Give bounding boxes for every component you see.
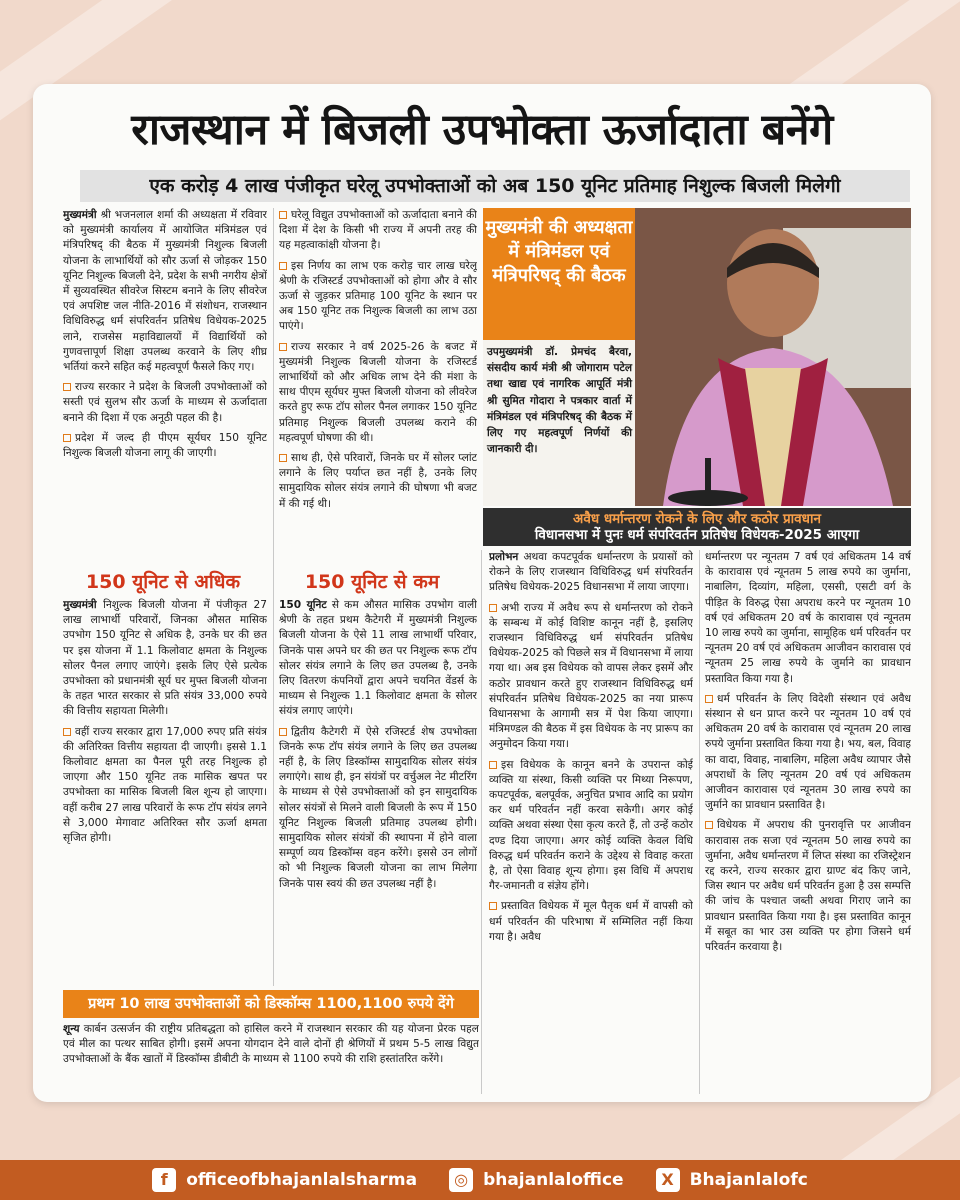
paragraph [705,818,911,955]
headline: राजस्थान में बिजली उपभोक्ता ऊर्जादाता बनेंगे [131,105,833,155]
facebook-link[interactable] [152,1168,417,1192]
bullet-icon [279,343,287,351]
paragraph-text: धर्मान्तरण पर न्यूनतम 7 वर्ष एवं अधिकतम 14 वर्ष के कारावास एवं न्यूनतम 5 लाख रुपये का जुर्माना, नाबालिग, दिव्यांग, महिला, एससी, एसटी वर्ग के पीड़ित के विरुद्ध ऐसा अपराध करने पर न्यूनतम 10 वर्ष एवं अधिकतम 20 वर्ष के कारावास एवं न्यूनतम 10 लाख रुपये का जुर्माना, सामूहिक धर्म परिवर्तन पर न्यूनतम 20 वर्ष एवं अधिकतम आजीवन कारावास एवं न्यूनतम 25 लाख रुपये के जुर्माने का प्रावधान प्रस्तावित किया गया है। [705,551,911,685]
paragraph-text: द्वितीय कैटेगरी में ऐसे रजिस्टर्ड शेष उपभोक्ता जिनके रूफ टॉप संयंत्र लगाने के लिए छत उपलब्ध नहीं है, के लिए डिस्कॉम्स सामुदायिक सोलर संयंत्र लगाएंगे। साथ ही, इन संयंत्रों पर वर्चुअल नेट मीटरिंग के माध्यम से ऐसे उपभोक्ताओं को इन सामुदायिक सोलर संयंत्रों से मिलने वाली बिजली के रूप में 150 यूनिट निशुल्क बिजली प्रतिमाह उपलब्ध होगी। सामुदायिक सोलर संयंत्रों की स्थापना में होने वाला सम्पूर्ण व्यय डिस्कॉम्स वहन करेंगे। इससे उन लोगों को भी निशुल्क बिजली योजना का लाभ मिलेगा जिनके पास स्वयं की छत उपलब्ध नहीं है। [279,725,477,890]
paragraph [63,431,267,461]
subheadline: एक करोड़ 4 लाख पंजीकृत घरेलू उपभोक्ताओं को अब 150 यूनिट प्रतिमाह निशुल्क बिजली मिलेगी [80,170,910,202]
paragraph-text: से कम औसत मासिक उपभोग वाली श्रेणी के तहत प्रथम कैटेगरी में मुख्यमंत्री निशुल्क बिजली योजना के ऐसे 11 लाख लाभार्थी परिवार, जिनके पास अपने घर की छत पर निशुल्क रूफ टॉप सोलर संयंत्र लगाने के लिए छत उपलब्ध है, उनके लिए वितरण कंपनियों द्वारा अपने चयनित वेंडर्स के माध्यम से निशुल्क 1.1 किलोवाट क्षमता के सोलर संयंत्र लगाए जाएंगे। [279,599,477,718]
paragraph-text: वहीं राज्य सरकार द्वारा 17,000 रुपए प्रति संयंत्र की अतिरिक्त वित्तीय सहायता दी जाएगी। इससे 1.1 किलोवाट क्षमता का पैनल पूरी तरह निशुल्क हो जाएगा और 150 यूनिट तक मासिक खपत पर उपभोक्ता का मासिक बिजली बिल शून्य हो जाएगा। वहीं करीब 27 लाख परिवारों के रूफ टॉप संयंत्र लगने से 3,000 मेगावाट अतिरिक्त सौर ऊर्जा क्षमता सृजित होगी। [63,725,267,845]
section-heading-more-150: 150 यूनिट से अधिक [85,571,241,593]
column-conversion-1 [489,550,693,1094]
paragraph-text: धर्म परिवर्तन के लिए विदेशी संस्थान एवं अवैध संस्थान से धन प्राप्त करने पर न्यूनतम 10 वर्ष एवं अधिकतम 20 वर्ष के कारावास एवं न्यूनतम 20 लाख रुपये जुर्माना प्रस्तावित किया गया है। भय, बल, विवाह का वादा, विवाह, नाबालिग, महिला अवैध व्यापार जैसे अपराधों के लिए न्यूनतम 20 वर्ष एवं अधिकतम आजीवन कारावास एवं न्यूनतम 30 लाख रुपये का जुर्माने का प्रावधान प्रस्तावित है। [705,692,911,812]
photo-title-box: मुख्यमंत्री की अध्यक्षता में मंत्रिमंडल एवं मंत्रिपरिषद् की बैठक [483,208,635,340]
dbt-text [63,1022,479,1092]
paragraph-text: इस निर्णय का लाभ एक करोड़ चार लाख घरेलू श्रेणी के रजिस्टर्ड उपभोक्ताओं को होगा और वे सौर ऊर्जा से जुड़कर प्रतिमाह 100 यूनिट के स्थान पर अब 150 यूनिट तक निशुल्क बिजली का लाभ उठा पाएंगे। [279,259,477,333]
bullet-icon [63,434,71,442]
paragraph-text: घरेलू विद्युत उपभोक्ताओं को ऊर्जादाता बनाने की दिशा में देश के किसी भी राज्य में अपनी तरह की यह महत्वाकांक्षी योजना है। [279,209,477,252]
paragraph-text: इस विधेयक के कानून बनने के उपरान्त कोई व्यक्ति या संस्था, किसी व्यक्ति पर मिथ्या निरूपण, कपटपूर्वक, बलपूर्वक, अनुचित प्रभाव आदि का प्रयोग कर धर्म परिवर्तन नहीं करवा सकेगी। अगर कोई व्यक्ति अथवा संस्था ऐसा कृत्य करते हैं, तो उन्हें कठोर दण्ड दिया जाएगा। अगर कोई व्यक्ति केवल विधि विरुद्ध धर्म परिवर्तन कराने के उद्देश्य से विवाह करता है, तो ऐसा विवाह शून्य होगा। इस विधि में अपराध गैर-जमानती व संज्ञेय होंगे। [489,758,693,893]
paragraph-text: निशुल्क बिजली योजना में पंजीकृत 27 लाख लाभार्थी परिवारों, जिनका औसत मासिक उपभोग 150 यूनिट से अधिक है, उनके घर की छत पर इस योजना में 1.1 किलोवाट क्षमता के निशुल्क सोलर पैनल लगाए जाएंगे। इसके लिए ऐसे प्रत्येक उपभोक्ता को प्रधानमंत्री सूर्य घर मुफ्त बिजली योजना के तहत भारत सरकार से प्रति संयंत्र 33,000 रुपये की वित्तीय सहायता मिलेगी। [63,599,267,718]
paragraph-text: राज्य सरकार ने वर्ष 2025-26 के बजट में मुख्यमंत्री निशुल्क बिजली योजना के रजिस्टर्ड लाभार्थियों को और अधिक लाभ देने की मंशा के साथ पीएम सूर्यघर मुफ्त बिजली योजना को लीवरेज करते हुए रूफ टॉप सोलर पैनल लगाकर 150 यूनिट प्रतिमाह निशुल्क बिजली उपलब्ध कराने की महत्वपूर्ण घोषणा की थी। [279,340,477,444]
paragraph-text: साथ ही, ऐसे परिवारों, जिनके घर में सोलर प्लांट लगाने के लिए पर्याप्त छत नहीं है, उनके लिए सामुदायिक सोलर संयंत्र लगाने की घोषणा भी बजट में की गई थी। [279,452,477,510]
paragraph-text: प्रस्तावित विधेयक में मूल पैतृक धर्म में वापसी को धर्म परिवर्तन की परिभाषा में सम्मिलित नहीं किया गया है। अवैध [489,900,693,943]
paragraph [489,601,693,753]
newspaper-panel [33,84,931,1102]
x-handle: Bhajanlalofc [689,1170,808,1190]
instagram-link[interactable] [449,1168,624,1192]
paragraph-text: विधेयक में अपराध की पुनरावृत्ति पर आजीवन कारावास तक सजा एवं न्यूनतम 50 लाख रुपये का जुर्माना, अवैध धर्मान्तरण में लिप्त संस्था का रजिस्ट्रेशन रद्द करने, राज्य सरकार द्वारा ग्राण्ट बंद किए जाने, जिस स्थान पर अवैध धर्म परिवर्तन हुआ है उस सम्पत्ति की जांच के पश्चात जब्ती अथवा गिराए जाने का प्रावधान प्रस्तावित किया गया है। इस प्रस्तावित कानून में सबूत का भार उस व्यक्ति पर होगा जिसने धर्म परिवर्तन करवाया है। [705,819,911,954]
lead-word: मुख्यमंत्री [63,599,97,611]
instagram-handle: bhajanlaloffice [483,1170,624,1190]
paragraph [489,758,693,895]
lead-word: 150 यूनिट [279,599,327,611]
dbt-banner: प्रथम 10 लाख उपभोक्ताओं को डिस्कॉम्स 1100,1100 रुपये देंगे [63,990,479,1018]
bullet-icon [63,728,71,736]
bullet-icon [705,821,713,829]
bullet-icon [489,902,497,910]
lead-word: प्रलोभन [489,551,519,563]
paragraph [705,550,911,687]
paragraph-text: प्रदेश में जल्द ही पीएम सूर्यघर 150 यूनिट निशुल्क बिजली योजना लागू की जाएगी। [63,431,267,460]
bullet-icon [705,695,713,703]
bullet-icon [63,383,71,391]
paragraph [489,899,693,945]
intro-paragraph [63,208,267,375]
paragraph [705,692,911,814]
paragraph [279,259,477,335]
paragraph-text: कार्बन उत्सर्जन की राष्ट्रीय प्रतिबद्धता को हासिल करने में राजस्थान सरकार की यह योजना प्रेरक पहल एवं मील का पत्थर साबित होगी। इसमें अपना योगदान देने वाले दोनों ही श्रेणियों में प्रथम 5-5 लाख विद्युत उपभोक्ताओं के बैंक खातों में डिस्कॉम्स डीबीटी के माध्यम से 1100 रुपये की राशि हस्तांतरित करेंगे। [63,1023,479,1066]
bullet-icon [279,211,287,219]
column-conversion-2 [705,550,911,1094]
paragraph-text: अथवा कपटपूर्वक धर्मान्तरण के प्रयासों को रोकने के लिए राजस्थान विधिविरुद्ध धर्म संपरिवर्तन प्रतिषेध विधेयक-2025 विधानसभा में लाया जाएगा। [489,551,693,594]
x-link[interactable] [656,1168,808,1192]
social-footer [0,1160,960,1200]
conversion-banner-line1: अवैध धर्मान्तरण रोकने के लिए और कठोर प्रावधान [573,511,821,527]
paragraph-text: राज्य सरकार ने प्रदेश के बिजली उपभोक्ताओं को सस्ती एवं सुलभ सौर ऊर्जा के माध्यम से ऊर्जादाता बनाने की दिशा में एक अनूठी पहल की है। [63,381,267,424]
paragraph [279,598,477,720]
paragraph [63,380,267,426]
bullet-icon [279,454,287,462]
facebook-handle: officeofbhajanlalsharma [186,1170,418,1190]
column-divider [273,568,274,986]
paragraph [63,598,267,720]
lead-word: शून्य [63,1023,80,1035]
bullet-icon [279,262,287,270]
bullet-icon [489,604,497,612]
paragraph [279,725,477,892]
instagram-icon: ◎ [449,1168,473,1192]
column-less-150 [279,598,477,986]
bullet-icon [279,728,287,736]
paragraph [279,340,477,446]
paragraph [279,451,477,512]
column-divider [699,550,700,1094]
facebook-icon: f [152,1168,176,1192]
column-divider [481,550,482,1094]
paragraph-text: अभी राज्य में अवैध रूप से धर्मान्तरण को रोकने के सम्बन्ध में कोई विशिष्ट कानून नहीं है, इसलिए राजस्थान विधिविरुद्ध धर्म संपरिवर्तन प्रतिषेध विधेयक-2025 को पिछले सत्र में विधानसभा में लाया गया था। अब इस विधेयक को वापस लेकर इसमें और कठोर प्रावधान करते हुए राजस्थान विधिविरुद्ध धर्म संपरिवर्तन प्रतिषेध विधेयक-2025 का नया प्रारूप विधानसभा के आगामी सत्र में पेश किया जाएगा। मंत्रिमण्डल की बैठक में इस विधेयक के नए प्रारूप का अनुमोदन किया गया। [489,601,693,751]
paragraph [279,208,477,254]
photo-caption: उपमुख्यमंत्री डॉ. प्रेमचंद बैरवा, संसदीय कार्य मंत्री श्री जोगाराम पटेल तथा खाद्य एवं नागरिक आपूर्ति मंत्री श्री सुमित गोदारा ने पत्रकार वार्ता में मंत्रिमंडल एवं मंत्रिपरिषद् की बैठक में लिए गए महत्वपूर्ण निर्णयों की जानकारी दी। [483,340,635,506]
intro-lead: मुख्यमंत्री [63,209,97,221]
paragraph [63,725,267,847]
conversion-banner-line2: विधानसभा में पुनः धर्म संपरिवर्तन प्रतिषेध विधेयक-2025 आएगा [534,527,860,543]
bullet-icon [489,761,497,769]
paragraph [63,1022,479,1068]
conversion-banner [483,508,911,546]
paragraph [489,550,693,596]
intro-text: श्री भजनलाल शर्मा की अध्यक्षता में रविवार को मुख्यमंत्री कार्यालय में आयोजित मंत्रिमंडल एवं मंत्रिपरिषद् की बैठक में मुख्यमंत्री निशुल्क बिजली योजना के लाभार्थियों को सौर ऊर्जा से जोड़कर 150 यूनिट निशुल्क बिजली देने, प्रदेश के सभी नगरीय क्षेत्रों में सुव्यवस्थित सीवरेज सिस्टम बनाने के लिए सीवरेज एवं अपशिष्ट जल नीति-2016 में संशोधन, राजस्थान विधिविरुद्ध धर्म संपरिवर्तन प्रतिषेध विधेयक-2025 लाने, राजसेस महाविद्यालयों में विद्यार्थियों को गुणवत्तापूर्ण शिक्षा उपलब्ध करवाने के लिए शीघ्र भर्तियां करने सहित कई महत्वपूर्ण फैसले किए गए। [63,209,267,374]
column-more-150 [63,598,267,986]
section-heading-less-150: 150 यूनिट से कम [304,571,440,593]
x-icon: X [656,1168,680,1192]
